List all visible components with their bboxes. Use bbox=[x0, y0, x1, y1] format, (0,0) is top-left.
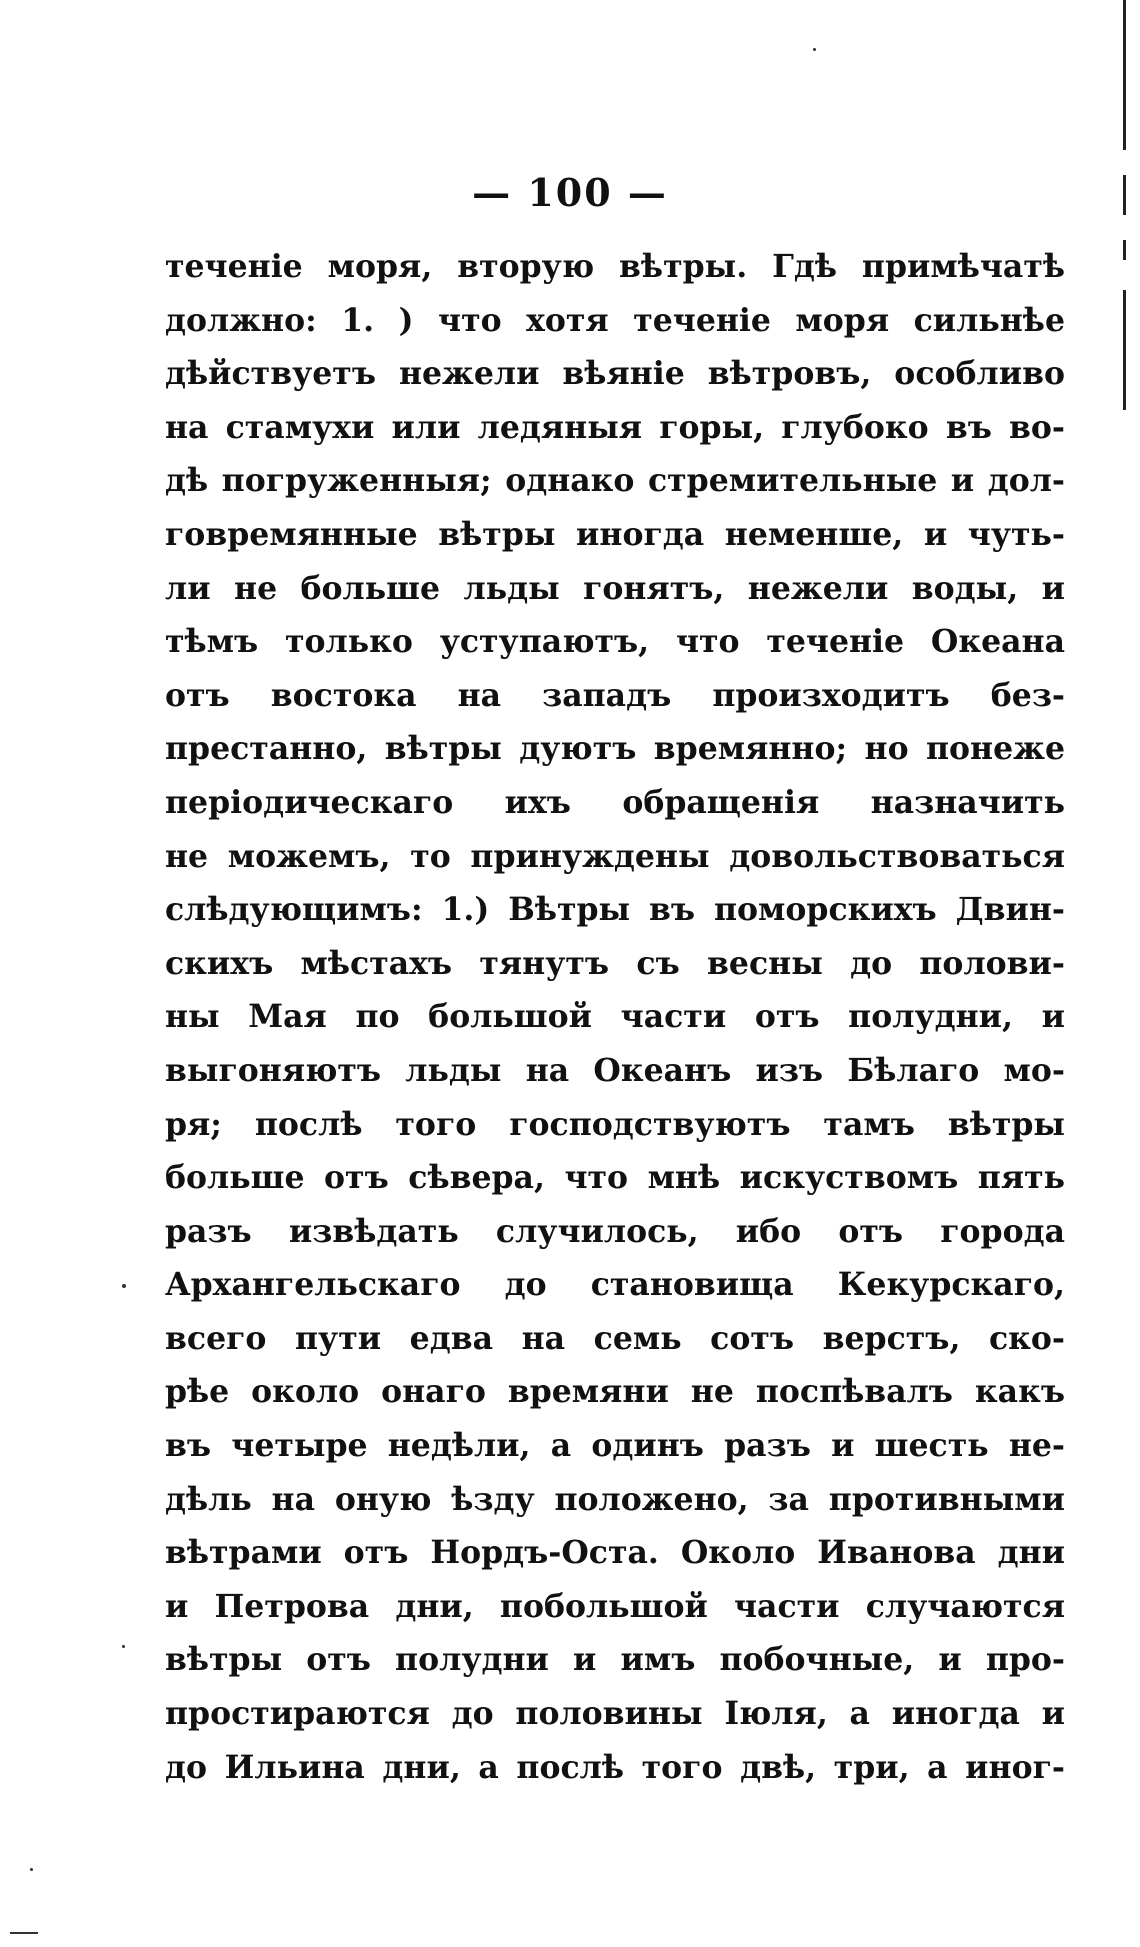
text-line: выгоняютъ льды на Океанъ изъ Бѣлаго мо- bbox=[165, 1051, 1065, 1089]
text-line: простираются до половины Іюля, а иногда и bbox=[165, 1695, 1065, 1733]
scan-speck bbox=[122, 1284, 126, 1288]
text-line: и Петрова дни, побольшой части случаются bbox=[165, 1587, 1065, 1625]
text-line: говремянные вѣтры иногда неменше, и чуть- bbox=[165, 515, 1065, 553]
text-line: слѣдующимъ: 1.) Вѣтры въ поморскихъ Двин- bbox=[165, 891, 1065, 929]
text-line: всего пути едва на семь сотъ верстъ, ско- bbox=[165, 1319, 1065, 1357]
text-line: дѣ погруженныя; однако стремительные и дол- bbox=[165, 462, 1065, 500]
text-line: скихъ мѣстахъ тянутъ съ весны до полови- bbox=[165, 944, 1065, 982]
scan-speck bbox=[30, 1868, 33, 1871]
scan-edge-line bbox=[1123, 240, 1126, 260]
scan-edge-line bbox=[1123, 0, 1126, 150]
text-line: престанно, вѣтры дуютъ времянно; но понеже bbox=[165, 730, 1065, 768]
text-line: теченіе моря, вторую вѣтры. Гдѣ примѣчатѣ bbox=[165, 248, 1065, 285]
text-line: ны Мая по большой части отъ полудни, и bbox=[165, 998, 1065, 1036]
text-line: ря; послѣ того господствуютъ тамъ вѣтры bbox=[165, 1105, 1065, 1143]
text-line: въ четыре недѣли, а одинъ разъ и шесть не- bbox=[165, 1427, 1065, 1465]
text-line: періодическаго ихъ обращенія назначить bbox=[165, 783, 1065, 821]
text-line: вѣтры отъ полудни и имъ побочные, и про- bbox=[165, 1641, 1065, 1679]
text-line: отъ востока на западъ произходитъ без- bbox=[165, 676, 1065, 714]
text-line: дѣйствуетъ нежели вѣяніе вѣтровъ, особливо bbox=[165, 355, 1065, 393]
text-line: до Ильина дни, а послѣ того двѣ, три, а иног- bbox=[165, 1748, 1065, 1786]
text-line: больше отъ сѣвера, что мнѣ искуствомъ пять bbox=[165, 1159, 1065, 1197]
scan-speck bbox=[10, 1932, 38, 1934]
text-line: на стамухи или ледяныя горы, глубоко въ во- bbox=[165, 408, 1065, 446]
scan-speck bbox=[122, 1645, 125, 1648]
text-line: Архангельскаго до становища Кекурскаго, bbox=[165, 1266, 1065, 1304]
text-line: вѣтрами отъ Нордъ-Оста. Около Иванова дни bbox=[165, 1534, 1065, 1572]
text-line: дѣль на оную ѣзду положено, за противными bbox=[165, 1480, 1065, 1518]
text-line: не можемъ, то принуждены довольствоваться bbox=[165, 837, 1065, 875]
body-text bbox=[165, 240, 1065, 1794]
text-line: ли не больше льды гонятъ, нежели воды, и bbox=[165, 569, 1065, 607]
text-line: рѣе около онаго времяни не поспѣвалъ какъ bbox=[165, 1373, 1065, 1411]
scan-edge-line bbox=[1123, 290, 1126, 410]
scan-speck bbox=[813, 48, 816, 51]
text-line: должно: 1. ) что хотя теченіе моря сильнѣе bbox=[165, 301, 1065, 339]
text-line: разъ извѣдать случилось, ибо отъ города bbox=[165, 1212, 1065, 1250]
page-number: — 100 — bbox=[472, 170, 668, 215]
text-line: тѣмъ только уступаютъ, что теченіе Океана bbox=[165, 623, 1065, 661]
scan-edge-line bbox=[1123, 175, 1126, 215]
